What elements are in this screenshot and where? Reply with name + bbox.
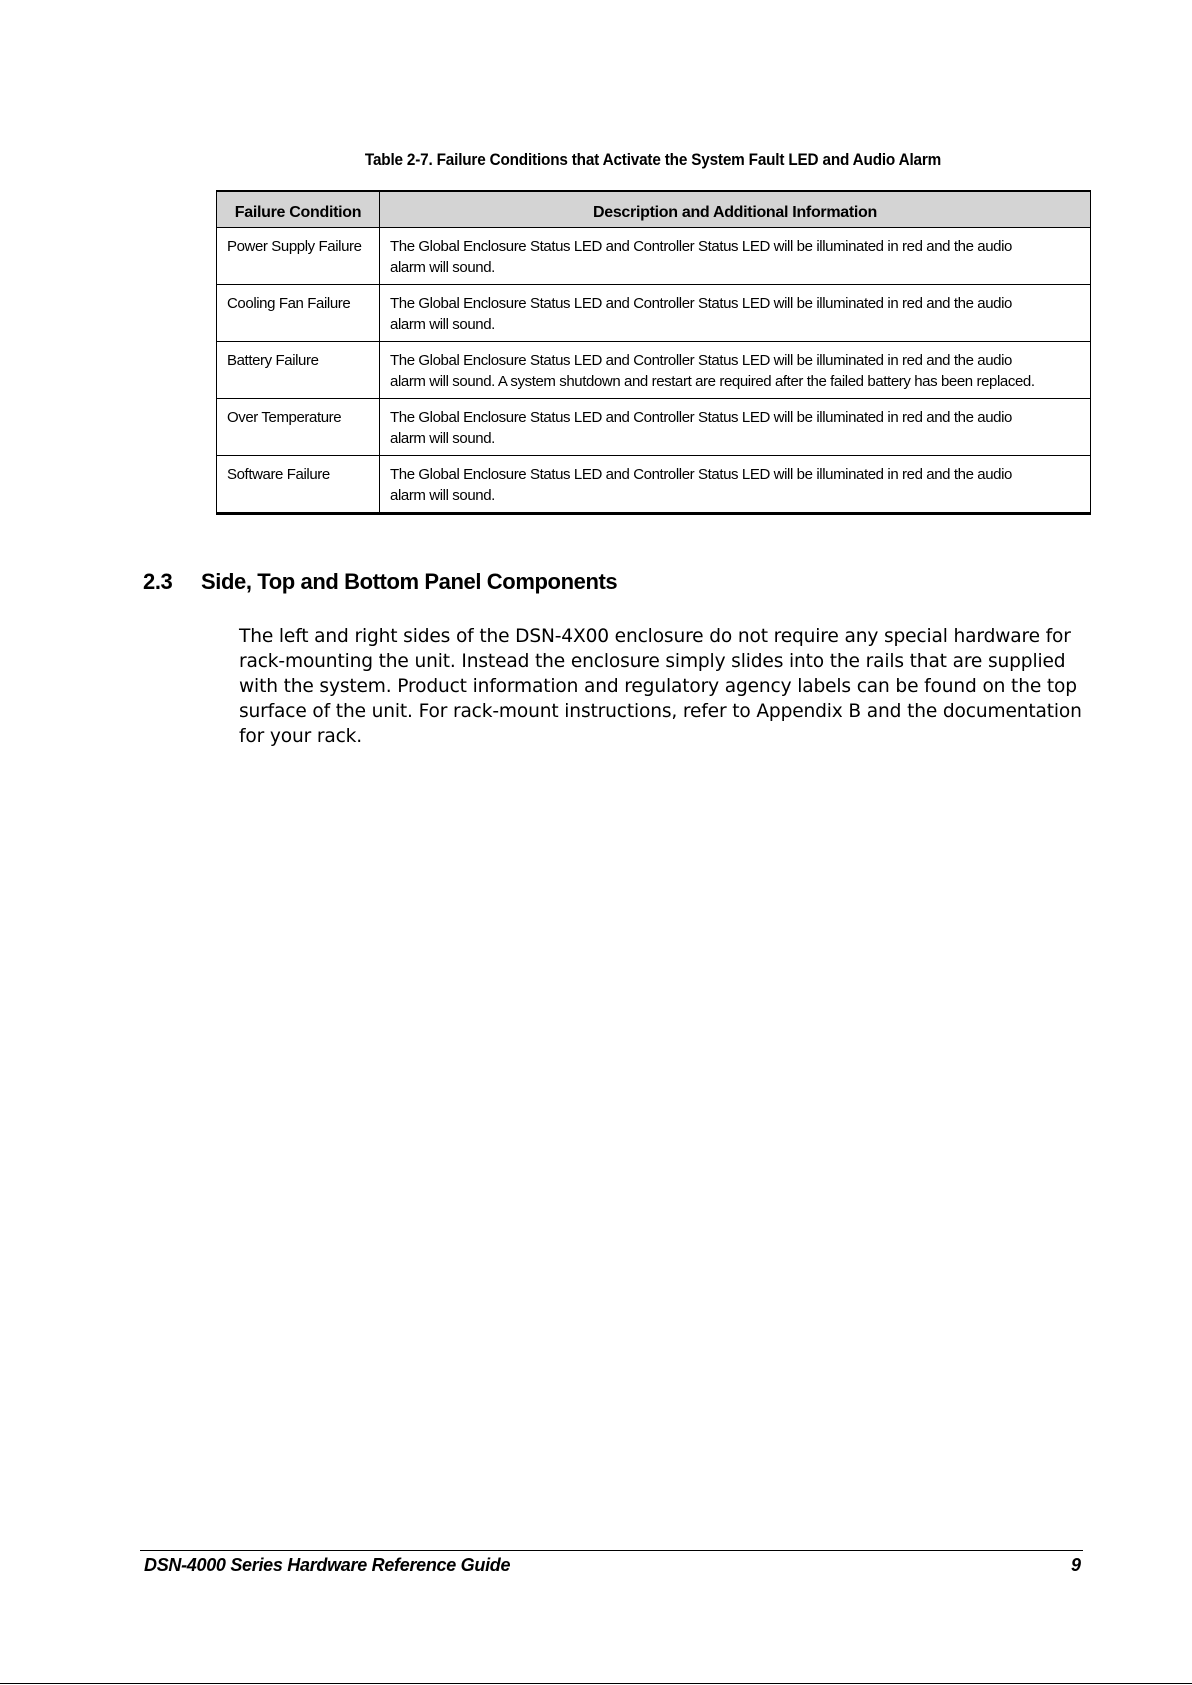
description-cell [380, 456, 1091, 514]
page-bottom-edge [0, 1683, 1192, 1684]
footer-divider [140, 1550, 1083, 1551]
table-row [217, 342, 1091, 399]
table-row [217, 228, 1091, 285]
failure-condition-cell: Battery Failure [217, 342, 380, 399]
description-line: The Global Enclosure Status LED and Controller Status LED will be illuminated in red and the audio [390, 295, 1013, 312]
failure-condition-cell: Software Failure [217, 456, 380, 514]
description-cell [380, 285, 1091, 342]
description-line: alarm will sound. [390, 487, 495, 504]
failure-condition-cell: Power Supply Failure [217, 228, 380, 285]
failure-condition-cell: Over Temperature [217, 399, 380, 456]
description-line: alarm will sound. [390, 430, 495, 447]
header-description: Description and Additional Information [380, 191, 1091, 228]
description-line: The Global Enclosure Status LED and Controller Status LED will be illuminated in red and the audio [390, 352, 1013, 369]
description-cell [380, 342, 1091, 399]
section-number: 2.3 [143, 569, 173, 594]
page-number: 9 [1070, 1555, 1081, 1575]
table-caption: Table 2-7. Failure Conditions that Activate the System Fault LED and Audio Alarm [364, 150, 942, 169]
paragraph-line: The left and right sides of the DSN-4X00 enclosure do not require any special hardware for [239, 626, 1071, 647]
section-heading [143, 569, 617, 595]
header-failure-condition: Failure Condition [217, 191, 380, 228]
table-row [217, 285, 1091, 342]
description-line: The Global Enclosure Status LED and Controller Status LED will be illuminated in red and the audio [390, 409, 1013, 426]
paragraph-line: rack-mounting the unit. Instead the enclosure simply slides into the rails that are supplied [239, 651, 1066, 672]
paragraph-line: with the system. Product information and regulatory agency labels can be found on the top [239, 676, 1077, 697]
description-line: alarm will sound. [390, 316, 495, 333]
description-cell [380, 399, 1091, 456]
description-line: The Global Enclosure Status LED and Controller Status LED will be illuminated in red and the audio [390, 466, 1013, 483]
table-header-row [217, 191, 1091, 228]
description-line: alarm will sound. A system shutdown and restart are required after the failed battery has been replaced. [390, 373, 1035, 390]
description-cell [380, 228, 1091, 285]
paragraph-line: surface of the unit. For rack-mount instructions, refer to Appendix B and the documentation [239, 701, 1082, 722]
table-row [217, 456, 1091, 514]
footer-title: DSN-4000 Series Hardware Reference Guide [144, 1555, 511, 1575]
section-paragraph [239, 624, 1089, 749]
failure-conditions-table [216, 190, 1091, 515]
description-line: The Global Enclosure Status LED and Controller Status LED will be illuminated in red and the audio [390, 238, 1013, 255]
failure-condition-cell: Cooling Fan Failure [217, 285, 380, 342]
description-line: alarm will sound. [390, 259, 495, 276]
table-row [217, 399, 1091, 456]
paragraph-line: for your rack. [239, 726, 363, 747]
section-title: Side, Top and Bottom Panel Components [201, 569, 618, 594]
